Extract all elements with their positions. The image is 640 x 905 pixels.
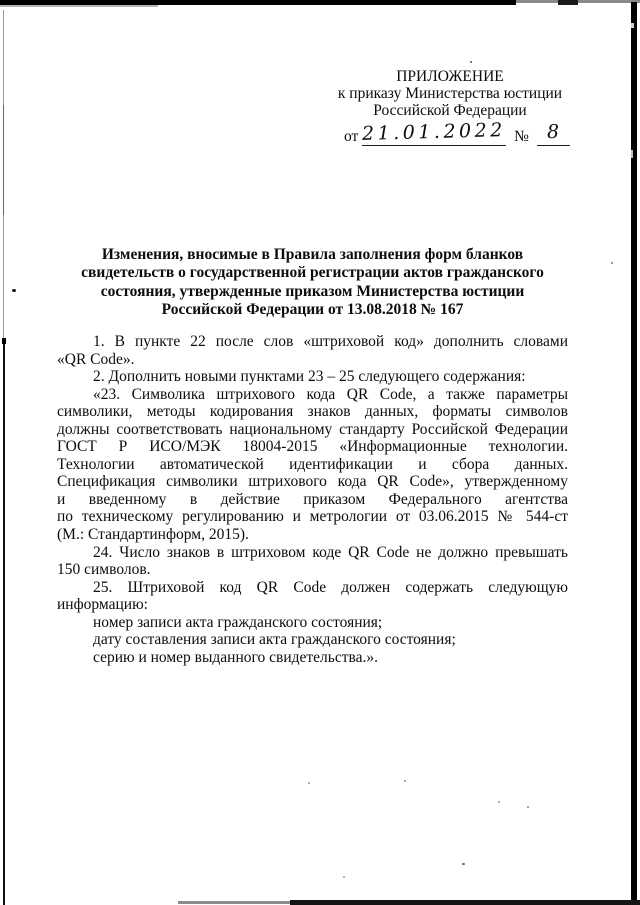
body-line: (М.: Стандартинформ, 2015). (57, 526, 249, 544)
date-prefix-label: от (344, 127, 359, 145)
body-line: «23. Символика штрихового кода QR Code, а также параметры (93, 385, 568, 403)
body-line: информацию: (57, 596, 148, 614)
handwritten-date: 21.01.2022 (362, 118, 507, 145)
body-line: 150 символов. (57, 561, 151, 579)
body-line: 1. В пункте 22 после слов «штриховой код» дополнить словами (93, 333, 568, 350)
approval-date-line (330, 118, 570, 146)
title-line: свидетельств о государственной регистрации актов гражданского (81, 264, 544, 282)
scan-edge-top-bar-sub (0, 5, 158, 7)
handwritten-number: 8 (547, 120, 560, 143)
scan-edge-left-line-dark (3, 105, 4, 215)
body-line: Технологии автоматической идентификации и сбора данных. (57, 455, 568, 473)
title-line: Изменения, вносимые в Правила заполнения форм бланков (101, 246, 524, 263)
body-line: 24. Число знаков в штриховом коде QR Code не должно превышать (93, 543, 568, 561)
scan-speck (611, 262, 613, 264)
scan-speck (343, 876, 345, 878)
approval-title: ПРИЛОЖЕНИЕ (396, 68, 504, 85)
scan-speck (462, 863, 465, 865)
body-line: и введенному в действие приказом Федерального агентства (57, 490, 568, 508)
number-sign-label: № (514, 127, 529, 145)
body-line: должны соответствовать национальному стандарту Российской Федерации (57, 420, 568, 438)
date-underline (362, 118, 507, 146)
scan-speck (527, 806, 529, 808)
approval-line: к приказу Министерства юстиции (337, 84, 563, 102)
scan-edge-bottom-bar (290, 900, 640, 905)
scan-speck (308, 782, 310, 784)
body-line: «QR Code». (57, 350, 135, 368)
scan-speck (12, 289, 16, 292)
body-line: дату составления записи акта гражданского состояния; (93, 631, 456, 649)
scan-edge-left-blob (2, 338, 6, 344)
scan-speck (404, 780, 406, 782)
body-line: символики, методы кодирования знаков данных, форматы символов (57, 403, 568, 421)
body-line: ГОСТ Р ИСО/МЭК 18004-2015 «Информационные технологии. (57, 438, 568, 456)
title-line: Российской Федерации от 13.08.2018 № 167 (161, 301, 464, 319)
document-title (57, 246, 568, 320)
scan-speck (470, 61, 472, 63)
scan-edge-top-bar-dash (558, 0, 578, 5)
scan-edge-top-bar-fade (516, 0, 640, 3)
title-line: состояния, утвержденные приказом Министерства юстиции (100, 282, 525, 300)
scan-edge-right-bar (631, 2, 637, 905)
scan-edge-right-notch (631, 150, 633, 158)
body-line: 2. Дополнить новыми пунктами 23 – 25 следующего содержания: (93, 368, 526, 386)
scan-edge-left-line-black (3, 340, 5, 905)
body-line: номер записи акта гражданского состояния; (93, 613, 383, 631)
body-line: Спецификация символики штрихового кода QR Code», утвержденному (57, 473, 568, 491)
body-line: по техническому регулированию и метрологии от 03.06.2015 № 544-ст (57, 508, 568, 526)
approval-line: Российской Федерации (373, 101, 527, 119)
scan-edge-bottom-bar-gray (178, 901, 290, 904)
body-line: серию и номер выданного свидетельства.». (93, 648, 378, 666)
document-body (57, 333, 568, 666)
body-line: 25. Штриховой код QR Code должен содержать следующую (93, 578, 568, 596)
scan-edge-right-notch (631, 23, 634, 28)
approval-block (330, 69, 570, 146)
number-underline (537, 122, 570, 146)
scan-speck (498, 801, 500, 803)
